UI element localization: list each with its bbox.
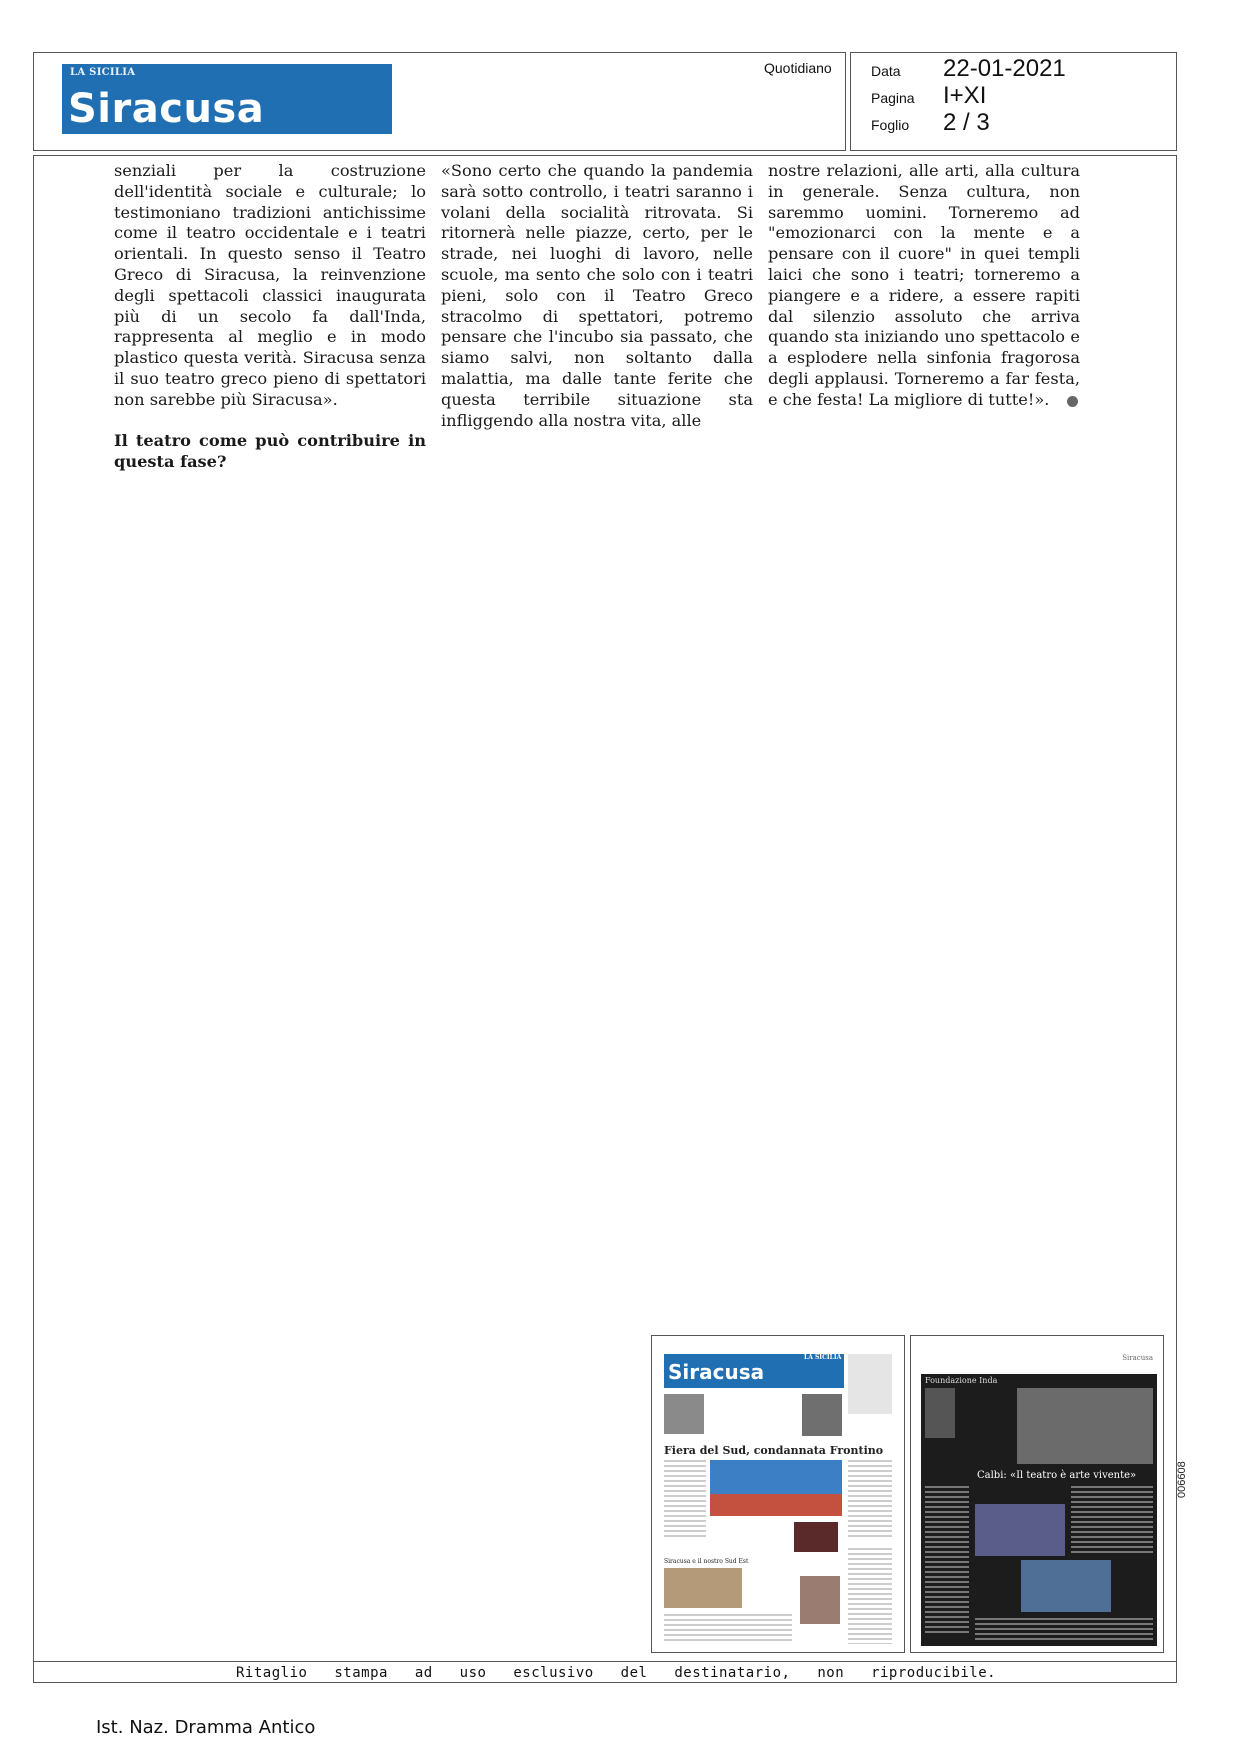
publication-type: Quotidiano (764, 60, 832, 76)
article-paragraph: senziali per la costruzione dell'identità sociale e culturale; lo testimoniano tradizioni antichissime come il teatro occidentale e i teatri orientali. In questo senso il Teatro Greco di Siracusa, la reinvenzione degli spettacoli classici inaugurata più di un secolo fa dall'Inda, rappresenta al meglio e in modo plastico questa verità. Siracusa senza il suo teatro greco pieno di spettatori non sarebbe più Siracusa». (114, 161, 426, 409)
thumb2-text-block (925, 1486, 969, 1636)
thumbnail-page-2 (910, 1335, 1164, 1653)
thumb1-photo (664, 1394, 704, 1434)
interview-answer: «Sono certo che quando la pandemia sarà sotto controllo, i teatri saranno i volani della socialità ritrovata. Si ritornerà nelle piazze, certo, per le strade, nei luoghi di lavoro, nelle scuole, ma sento che solo con i teatri pieni, solo con il Teatro Greco stracolmo di spettatori, potremo pensare che l'incubo sia passato, che siamo salvi, non soltanto dalla malattia, ma dalle tante ferite che questa terribile situazione sta infliggendo alla nostra vita, alle (441, 161, 753, 430)
thumb2-text-block (975, 1618, 1153, 1642)
meta-value-sheet: 2 / 3 (943, 109, 990, 136)
thumb1-brand: LA SICILIA (804, 1354, 842, 1361)
article-column-3 (768, 161, 1080, 411)
thumb1-masthead (664, 1354, 844, 1388)
thumb2-headline: Calbi: «Il teatro è arte vivente» (977, 1470, 1137, 1481)
thumb1-text-block (664, 1614, 792, 1644)
newspaper-logo (62, 64, 392, 134)
thumbnail-page-1 (651, 1335, 905, 1653)
article-column-2 (441, 161, 753, 431)
interview-question: Il teatro come può contribuire in questa fase? (114, 431, 426, 472)
thumb1-box (794, 1522, 838, 1552)
thumb2-masthead: Siracusa (1122, 1354, 1153, 1362)
end-of-article-icon (1067, 396, 1078, 407)
thumb1-crowd-photo (664, 1568, 742, 1608)
thumb1-photo-detail (710, 1494, 842, 1516)
thumb1-face-photo (800, 1576, 840, 1624)
footer-notice: Ritaglio stampa ad uso esclusivo del destinatario, non riproducibile. (236, 1665, 997, 1681)
side-code: 006608 (1176, 1461, 1188, 1498)
thumb1-headline: Fiera del Sud, condannata Frontino (664, 1444, 884, 1457)
thumb1-masthead-title: Siracusa (668, 1360, 765, 1384)
meta-label-page: Pagina (871, 90, 915, 106)
meta-label-date: Data (871, 63, 901, 79)
thumb1-text-block (848, 1548, 892, 1644)
thumb1-text-block (664, 1460, 706, 1540)
thumb2-dark-page (921, 1374, 1157, 1646)
thumb1-ad-box (848, 1354, 892, 1414)
meta-label-sheet: Foglio (871, 117, 910, 133)
article-column-1 (114, 161, 426, 473)
meta-value-page: I+XI (943, 82, 987, 109)
meta-box (850, 52, 1177, 151)
thumb1-text-block (848, 1460, 892, 1540)
footer-divider (33, 1661, 1177, 1662)
thumb2-performance-photo (1021, 1560, 1111, 1612)
logo-title: Siracusa (68, 86, 265, 132)
thumb1-portrait-photo (802, 1394, 842, 1436)
logo-brand: LA SICILIA (70, 67, 136, 78)
thumb2-portrait-photo (925, 1388, 955, 1438)
thumb2-text-block (1071, 1486, 1153, 1556)
meta-value-date: 22-01-2021 (943, 55, 1066, 82)
thumb2-section: Foundazione Inda (925, 1376, 998, 1385)
thumb2-theatre-photo (1017, 1388, 1153, 1464)
interview-answer-continued: nostre relazioni, alle arti, alla cultura in generale. Senza cultura, non saremmo uomini. Torneremo ad "emozionarci con la mente e a pensare con il cuore" in quei templi laici che sono i teatri; torneremo a piangere e a ridere, a essere rapiti dal silenzio assoluto che arriva quando sta iniziando uno spettacolo e a esplodere nella sinfonia fragorosa degli applausi. Torneremo a far festa, e che festa! La migliore di tutte!». (768, 161, 1080, 409)
institution-name: Ist. Naz. Dramma Antico (96, 1717, 316, 1738)
thumb1-subhead: Siracusa e il nostro Sud Est (664, 1558, 749, 1565)
thumb2-stage-photo (975, 1504, 1065, 1556)
